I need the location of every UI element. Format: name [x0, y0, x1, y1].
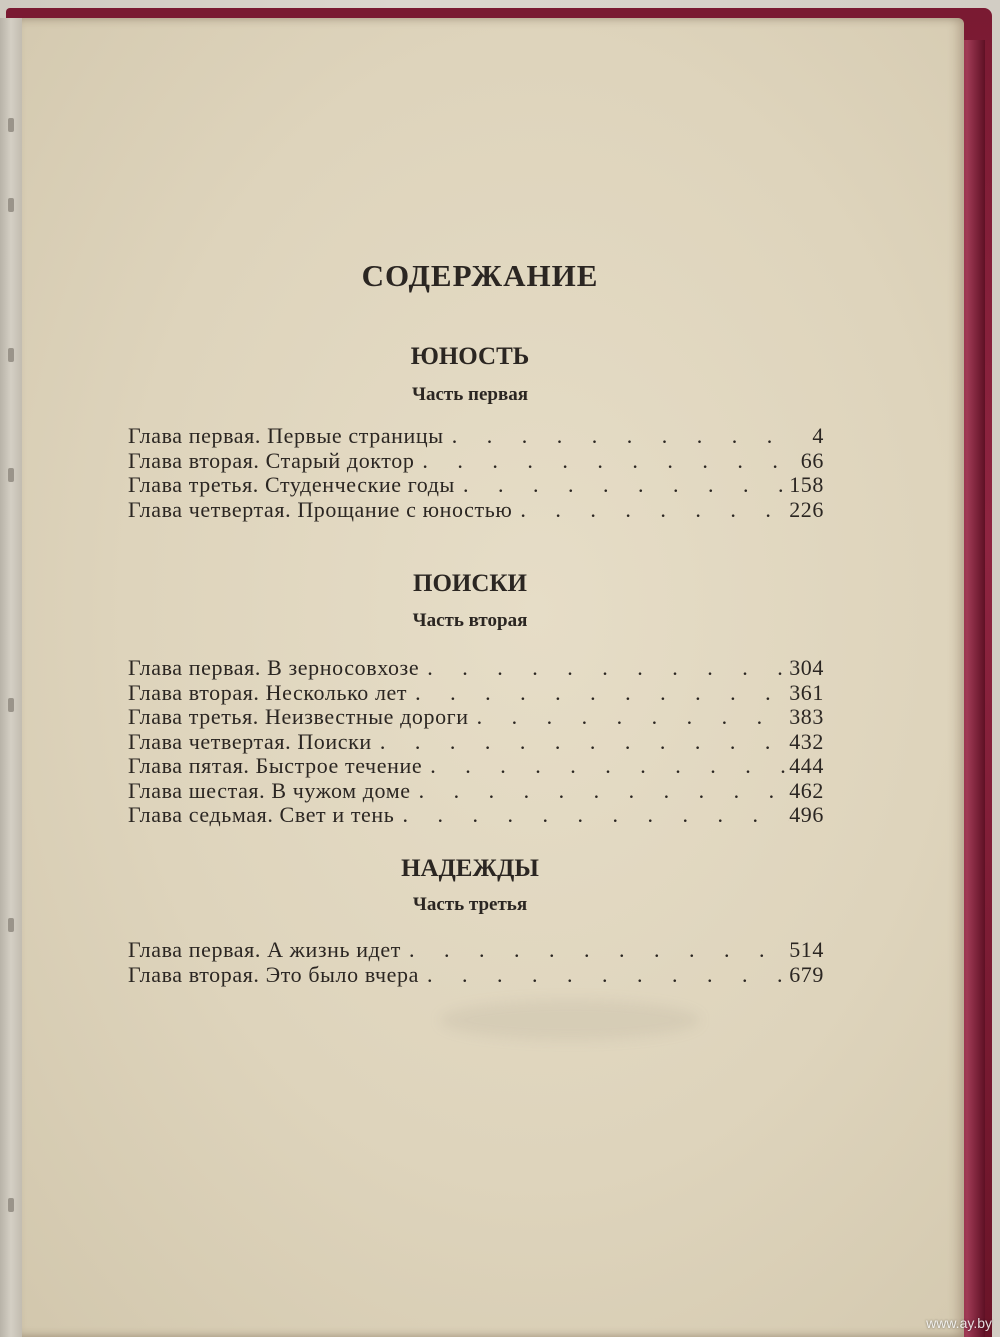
- chapter-title: Глава первая. В зерносовхозе: [128, 656, 420, 680]
- chapter-page: 496: [789, 803, 824, 827]
- chapter-title: Глава третья. Студенческие годы: [128, 473, 455, 497]
- chapter-entry: [128, 681, 824, 706]
- chapter-page: 4: [812, 424, 824, 448]
- chapter-title: Глава третья. Неизвестные дороги: [128, 705, 469, 729]
- chapter-entry: [128, 779, 824, 804]
- leader-dots: [401, 938, 789, 962]
- part-title-2: ПОИСКИ: [413, 570, 527, 597]
- chapter-entry: [128, 424, 824, 449]
- leader-dots: [469, 705, 790, 729]
- leader-dots: [372, 730, 789, 754]
- chapter-title: Глава четвертая. Прощание с юностью: [128, 497, 513, 522]
- part-subtitle-1: Часть первая: [412, 384, 528, 405]
- chapter-list-2: [128, 656, 824, 828]
- leader-dots: [414, 449, 800, 473]
- chapter-list-1: [128, 424, 824, 522]
- chapter-entry: [128, 803, 824, 828]
- chapter-page: 304: [789, 656, 824, 680]
- chapter-title: Глава первая. А жизнь идет: [128, 938, 401, 962]
- chapter-entry: [128, 938, 824, 963]
- chapter-page: 158: [789, 473, 824, 497]
- chapter-page: 462: [789, 778, 824, 803]
- chapter-title: Глава седьмая. Свет и тень: [128, 803, 395, 827]
- leader-dots: [419, 963, 789, 987]
- leader-dots: [512, 498, 789, 522]
- chapter-title: Глава пятая. Быстрое течение: [128, 754, 423, 778]
- chapter-title: Глава вторая. Старый доктор: [128, 448, 415, 473]
- chapter-page: 361: [789, 680, 824, 705]
- chapter-page: 432: [789, 729, 824, 754]
- part-title-1: ЮНОСТЬ: [410, 343, 530, 370]
- leader-dots: [455, 473, 789, 497]
- chapter-page: 66: [800, 448, 824, 473]
- leader-dots: [411, 779, 790, 803]
- chapter-entry: [128, 473, 824, 498]
- chapter-title: Глава вторая. Несколько лет: [128, 680, 408, 705]
- chapter-entry: [128, 730, 824, 755]
- chapter-page: 514: [789, 938, 824, 962]
- leader-dots: [444, 424, 800, 448]
- leader-dots: [419, 656, 789, 680]
- chapter-title: Глава четвертая. Поиски: [128, 729, 372, 754]
- chapter-entry: [128, 963, 824, 988]
- leader-dots: [422, 754, 789, 778]
- chapter-entry: [128, 656, 824, 681]
- chapter-title: Глава первая. Первые страницы: [128, 424, 444, 448]
- page-title: СОДЕРЖАНИЕ: [361, 258, 599, 293]
- leader-dots: [394, 803, 789, 827]
- chapter-page: 679: [789, 962, 824, 987]
- part-subtitle-3: Часть третья: [412, 894, 528, 915]
- part-subtitle-2: Часть вторая: [412, 610, 528, 631]
- chapter-page: 444: [789, 754, 824, 778]
- chapter-page: 226: [789, 497, 824, 522]
- watermark: www.ay.by: [926, 1315, 992, 1331]
- chapter-page: 383: [789, 705, 824, 729]
- chapter-entry: [128, 705, 824, 730]
- chapter-list-3: [128, 938, 824, 987]
- chapter-title: Глава вторая. Это было вчера: [128, 962, 419, 987]
- chapter-entry: [128, 449, 824, 474]
- part-title-3: НАДЕЖДЫ: [401, 855, 539, 882]
- chapter-title: Глава шестая. В чужом доме: [128, 778, 411, 803]
- chapter-entry: [128, 754, 824, 779]
- leader-dots: [407, 681, 789, 705]
- chapter-entry: [128, 498, 824, 523]
